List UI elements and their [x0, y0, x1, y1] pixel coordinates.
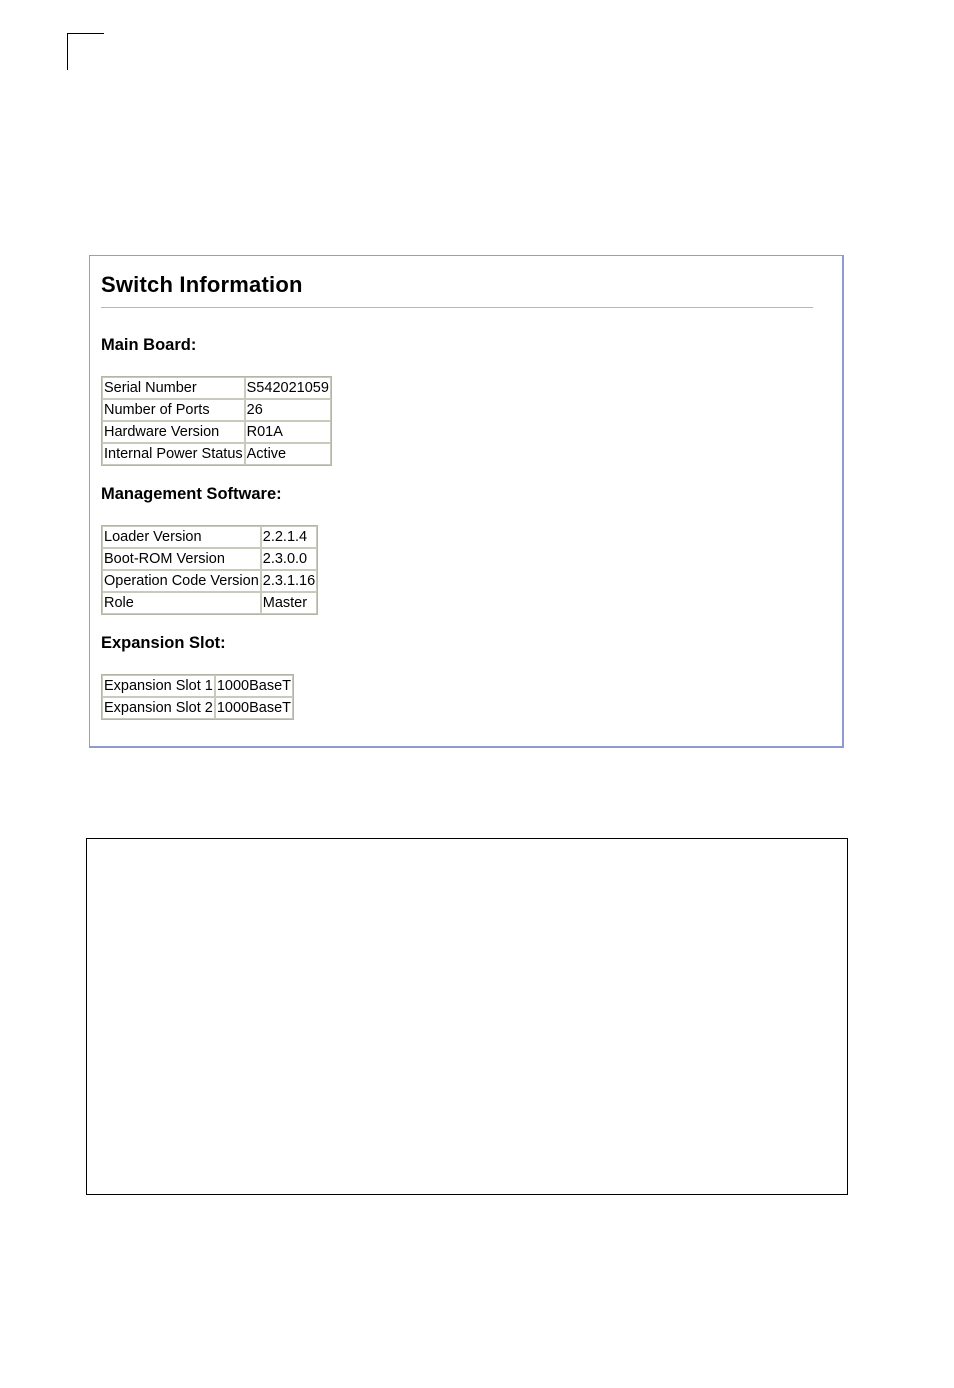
table-row: [102, 697, 293, 719]
table-row: [102, 526, 317, 548]
table-row: [102, 570, 317, 592]
expansion-slot-1-value: 1000BaseT: [215, 675, 293, 697]
title-divider: [101, 307, 813, 308]
expansion-slot-2-value: 1000BaseT: [215, 697, 293, 719]
internal-power-status-value: Active: [245, 443, 331, 465]
table-row: [102, 421, 331, 443]
serial-number-label: Serial Number: [102, 377, 245, 399]
switch-information-panel: [89, 255, 844, 748]
table-row: [102, 399, 331, 421]
loader-version-value: 2.2.1.4: [261, 526, 317, 548]
main-board-table: [101, 376, 332, 466]
management-software-heading: Management Software:: [101, 485, 282, 503]
table-row: [102, 548, 317, 570]
number-of-ports-label: Number of Ports: [102, 399, 245, 421]
operation-code-version-label: Operation Code Version: [102, 570, 261, 592]
hardware-version-label: Hardware Version: [102, 421, 245, 443]
table-row: [102, 675, 293, 697]
boot-rom-version-value: 2.3.0.0: [261, 548, 317, 570]
table-row: [102, 592, 317, 614]
expansion-slot-table: [101, 674, 294, 720]
boot-rom-version-label: Boot-ROM Version: [102, 548, 261, 570]
internal-power-status-label: Internal Power Status: [102, 443, 245, 465]
hardware-version-value: R01A: [245, 421, 331, 443]
serial-number-value: S542021059: [245, 377, 331, 399]
role-label: Role: [102, 592, 261, 614]
cli-example-box: [86, 838, 848, 1195]
table-row: [102, 443, 331, 465]
management-software-table: [101, 525, 318, 615]
table-row: [102, 377, 331, 399]
operation-code-version-value: 2.3.1.16: [261, 570, 317, 592]
number-of-ports-value: 26: [245, 399, 331, 421]
crop-mark: [67, 33, 104, 70]
expansion-slot-2-label: Expansion Slot 2: [102, 697, 215, 719]
main-board-heading: Main Board:: [101, 336, 197, 354]
page-title: Switch Information: [101, 272, 303, 297]
expansion-slot-heading: Expansion Slot:: [101, 634, 226, 652]
role-value: Master: [261, 592, 317, 614]
expansion-slot-1-label: Expansion Slot 1: [102, 675, 215, 697]
loader-version-label: Loader Version: [102, 526, 261, 548]
